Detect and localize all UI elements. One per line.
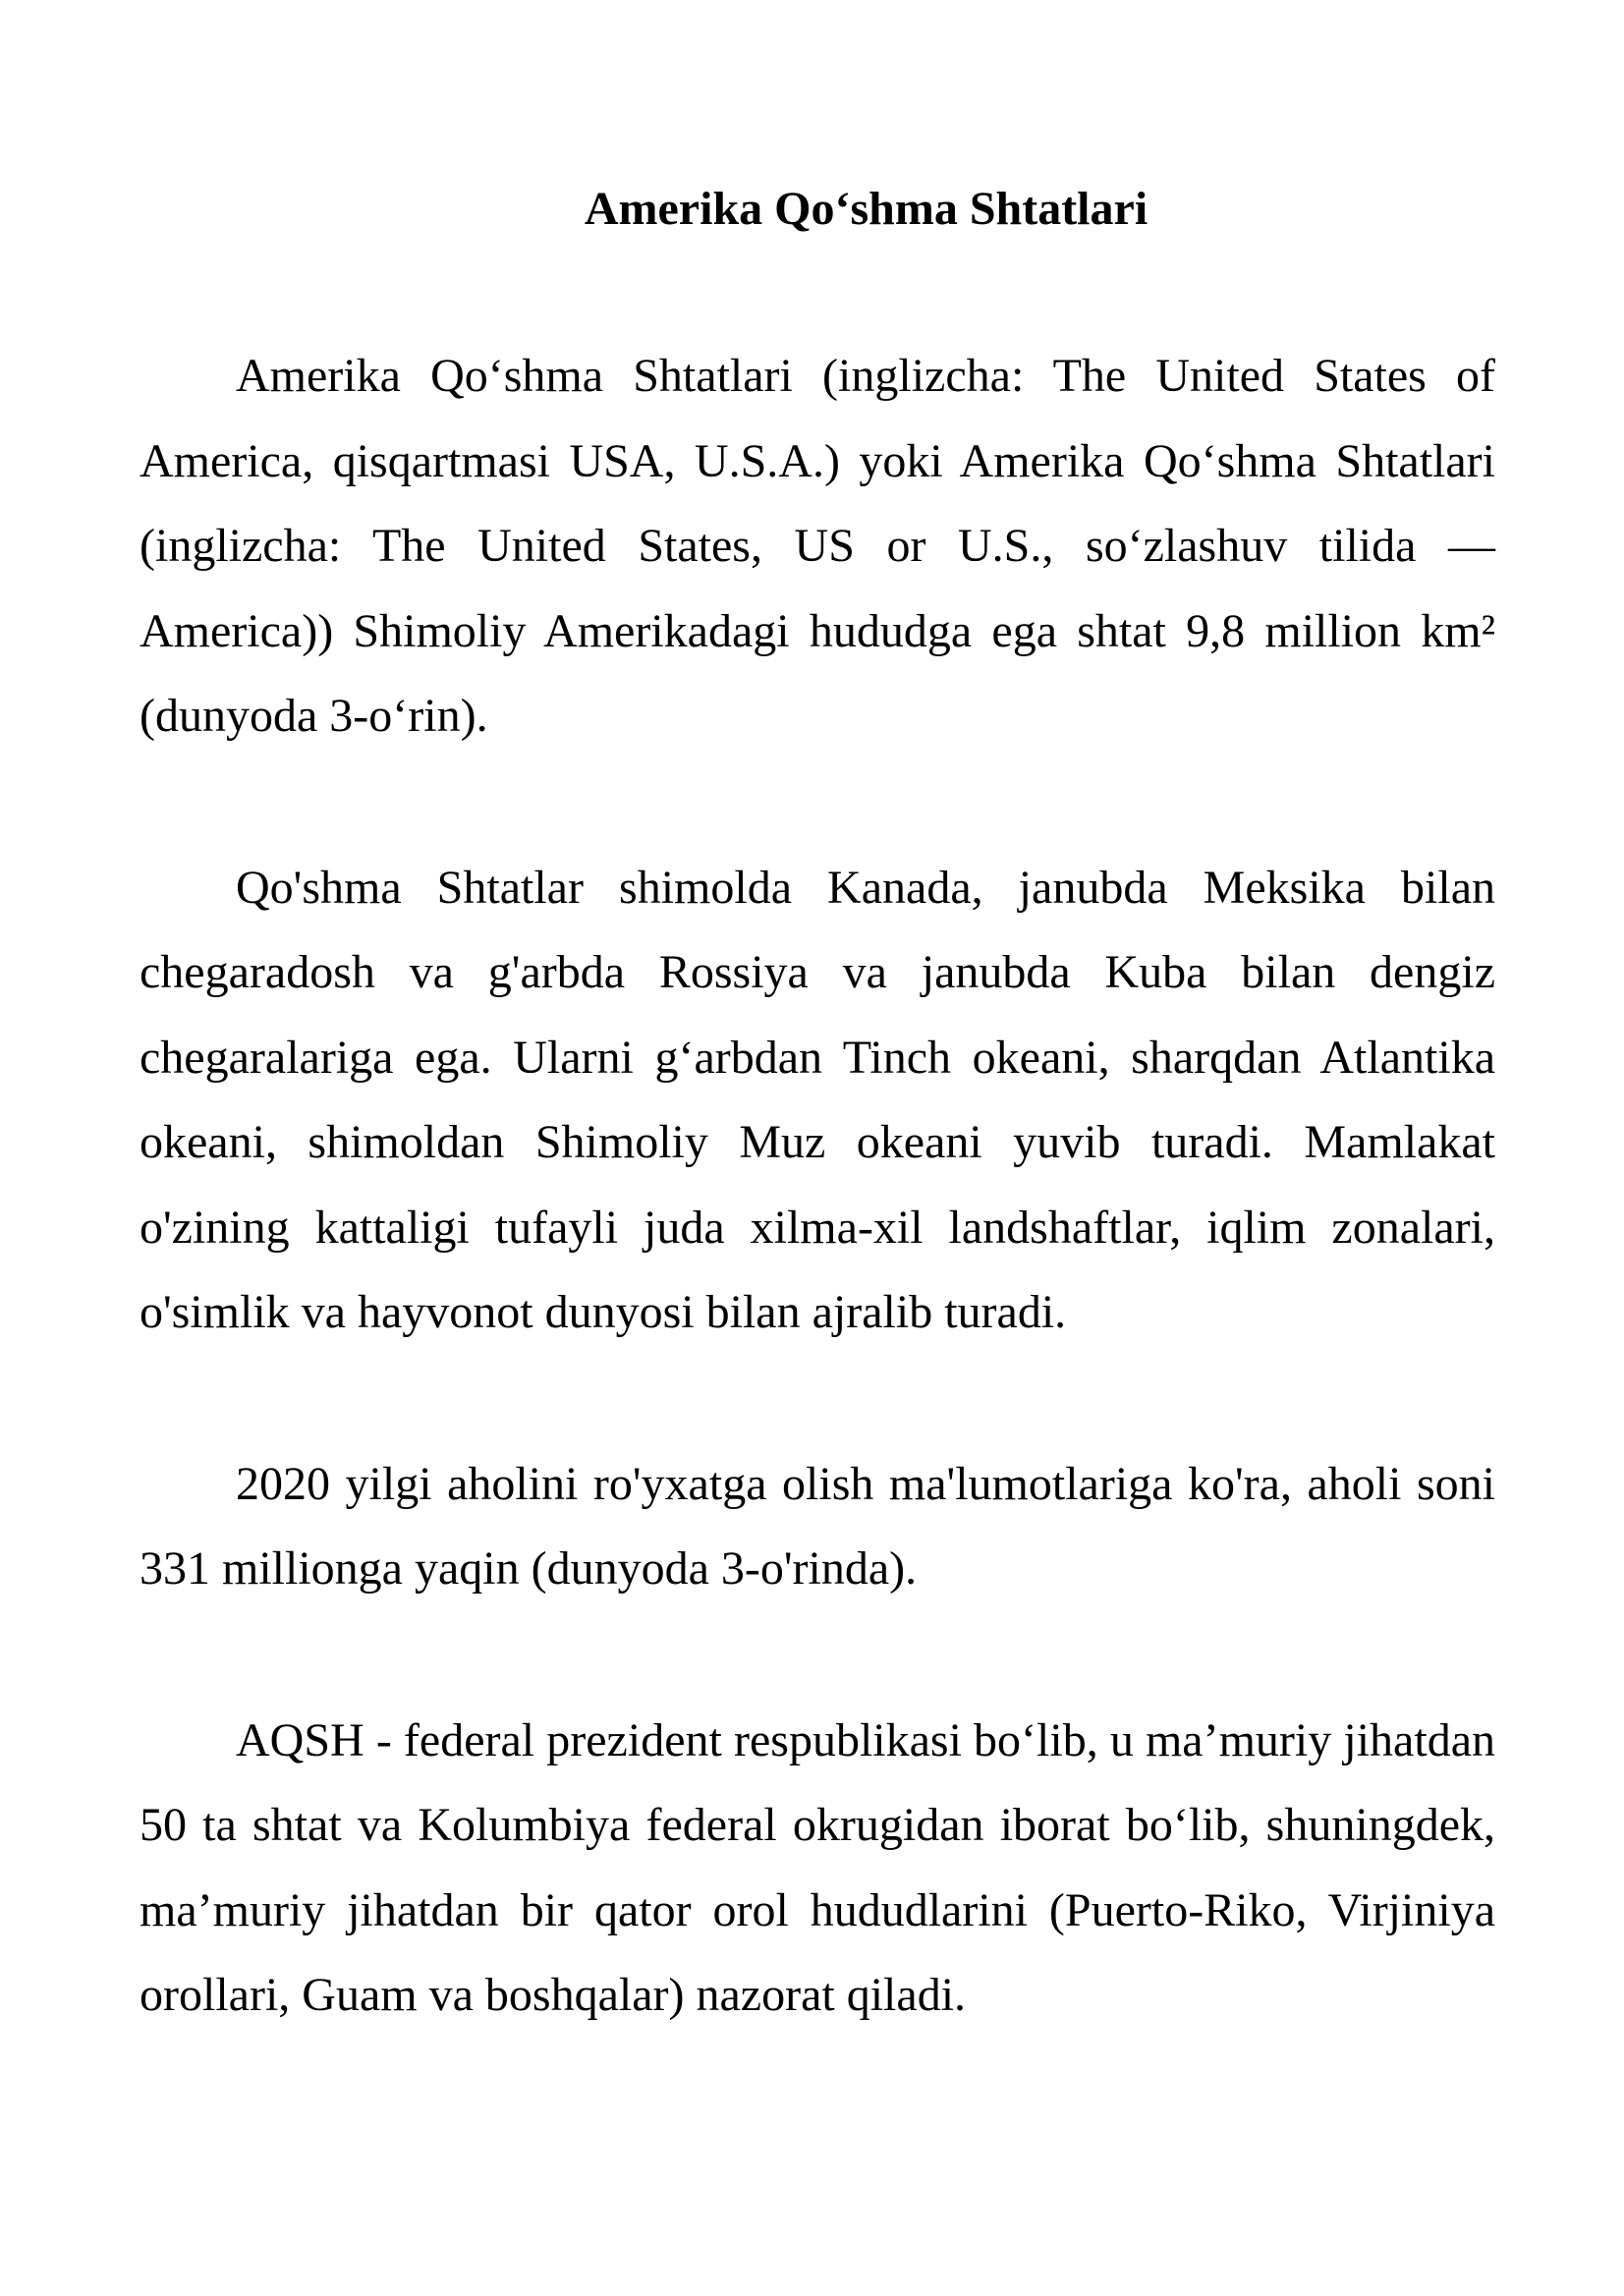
document-title: Amerika Qo‘shma Shtatlari: [584, 183, 1148, 235]
document-body: [140, 334, 1495, 2125]
paragraph-government: AQSH - federal prezident respublikasi bo‘lib, u ma’muriy jihatdan 50 ta shtat va Kolumbiya federal okrugidan iborat bo‘lib, shuningdek, ma’muriy jihatdan bir qator orol hududlarini (Puerto-Riko, Virjiniya orollari, Guam va boshqalar) nazorat qiladi.: [140, 1713, 1495, 2021]
paragraph-borders: Qo'shma Shtatlar shimolda Kanada, janubda Meksika bilan chegaradosh va g'arbda Rossiya va janubda Kuba bilan dengiz chegaralariga ega. Ularni g‘arbdan Tinch okeani, sharqdan Atlantika okeani, shimoldan Shimoliy Muz okeani yuvib turadi. Mamlakat o'zining kattaligi tufayli juda xilma-xil landshaftlar, iqlim zonalari, o'simlik va hayvonot dunyosi bilan ajralib turadi.: [140, 861, 1495, 1338]
paragraph-population: 2020 yilgi aholini ro'yxatga olish ma'lumotlariga ko'ra, aholi soni 331 millionga yaqin (dunyoda 3-o'rinda).: [140, 1457, 1495, 1595]
paragraph-area: Amerika Qo‘shma Shtatlari (inglizcha: The United States of America, qisqartmasi USA, U.S.A.) yoki Amerika Qo‘shma Shtatlari (inglizcha: The United States, US or U.S., so‘zlashuv tilida — America)) Shimoliy Amerikadagi hududga ega shtat 9,8 million km² (dunyoda 3-o‘rin).: [140, 350, 1495, 742]
